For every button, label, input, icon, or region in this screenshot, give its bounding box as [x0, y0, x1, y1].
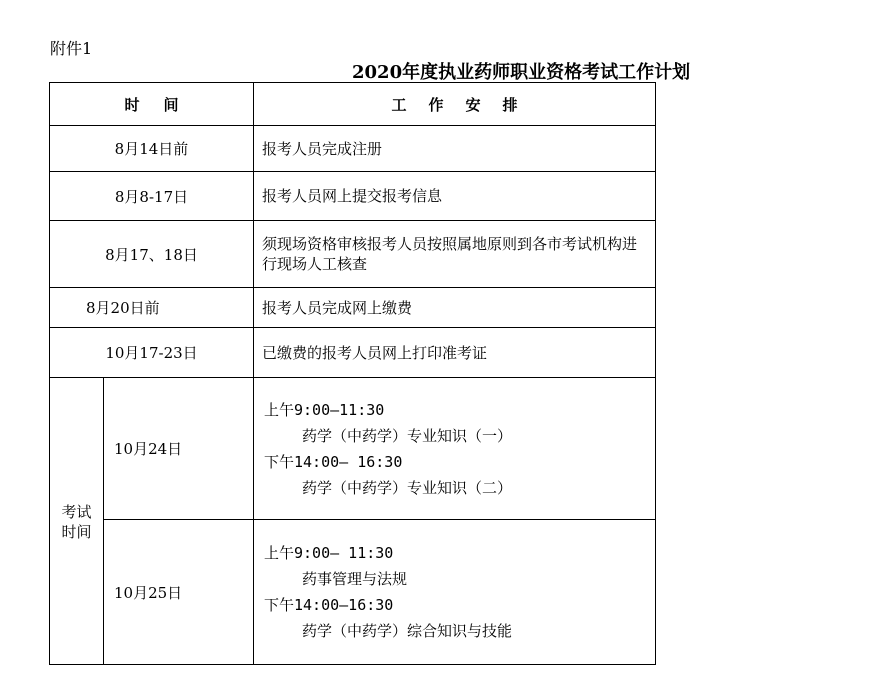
work-cell: 须现场资格审核报考人员按照属地原则到各市考试机构进行现场人工核查: [254, 221, 656, 288]
subject: 药事管理与法规: [302, 570, 408, 588]
exam-row: [50, 520, 656, 665]
time-cell: 10月17-23日: [50, 328, 254, 378]
header-work: [254, 83, 656, 126]
attachment-label: 附件1: [50, 39, 93, 58]
exam-time-label: [50, 378, 104, 665]
exam-schedule-cell: [254, 378, 656, 520]
table-row: [50, 328, 656, 378]
work-cell: 报考人员完成网上缴费: [254, 288, 656, 328]
time-cell: 8月8-17日: [50, 172, 254, 221]
table-row: [50, 126, 656, 172]
header-work-char: 作: [428, 95, 444, 114]
schedule-table: [49, 82, 656, 665]
table-row: [50, 221, 656, 288]
time-cell: 8月20日前: [50, 288, 254, 328]
work-cell: 报考人员网上提交报考信息: [254, 172, 656, 221]
document-title: 2020年度执业药师职业资格考试工作计划: [352, 62, 691, 83]
subject: 药学（中药学）专业知识（一）: [302, 426, 513, 445]
header-row: [50, 83, 656, 126]
exam-date-cell: 10月24日: [104, 378, 254, 520]
work-cell: 报考人员完成注册: [254, 126, 656, 172]
header-time: [50, 83, 254, 126]
exam-row: [50, 378, 656, 520]
work-cell: 已缴费的报考人员网上打印准考证: [254, 328, 656, 378]
time-cell: 8月14日前: [50, 126, 254, 172]
header-time-char: 间: [163, 95, 179, 114]
exam-schedule-cell: [254, 520, 656, 665]
subject: 药学（中药学）综合知识与技能: [302, 622, 513, 640]
time-cell: 8月17、18日: [50, 221, 254, 288]
session-time: 上午9:00—11:30: [264, 400, 385, 419]
session-time: 下午14:00— 16:30: [264, 452, 403, 471]
subject: 药学（中药学）专业知识（二）: [302, 478, 513, 497]
header-work-char: 排: [502, 95, 518, 114]
header-time-char: 时: [124, 95, 140, 114]
header-work-char: 工: [391, 95, 407, 114]
table-row: [50, 172, 656, 221]
table-row: [50, 288, 656, 328]
header-work-char: 安: [465, 95, 481, 114]
exam-label-line: 时间: [61, 523, 92, 541]
session-time: 下午14:00—16:30: [264, 596, 394, 614]
exam-date-cell: 10月25日: [104, 520, 254, 665]
exam-label-line: 考试: [61, 503, 92, 521]
session-time: 上午9:00— 11:30: [264, 544, 394, 562]
